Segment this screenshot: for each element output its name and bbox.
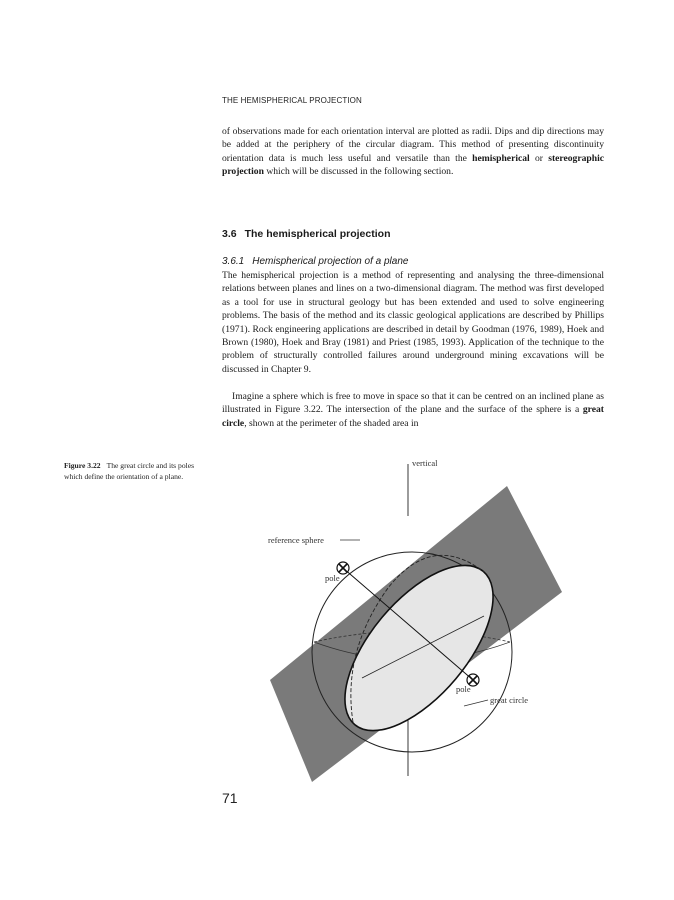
subsection-heading — [222, 256, 408, 267]
label-pole-lower: pole — [456, 684, 471, 694]
paragraph-text: or — [529, 152, 549, 164]
paragraph-sphere — [222, 390, 604, 430]
term-great-circle: great circle — [222, 404, 604, 429]
paragraph-hemispherical-intro: The hemispherical projection is a method of representing and analysing the three-dimensional relations between planes and lines on a two-dimensional diagram. The method was first developed as a tool for use in structural geology but has been extended and used to solve engineering problems. The basis of the method and its classic geological applications are described by Phillips (1971). Rock engineering applications are described in detail by Goodman (1976, 1989), Hoek and Brown (1980), Hoek and Bray (1981) and Priest (1985, 1993). Application of the technique to the problem of structurally controlled failures around underground mining excavations will be discussed in Chapter 9. — [222, 270, 604, 375]
label-reference-sphere: reference sphere — [268, 535, 324, 545]
subsection-title: Hemispherical projection of a plane — [252, 256, 409, 267]
term-hemispherical: hemispherical — [472, 152, 530, 164]
great-circle-leader — [464, 700, 488, 706]
section-heading — [222, 228, 390, 240]
figure-label: Figure 3.22 — [64, 461, 101, 470]
figure-caption — [64, 460, 212, 482]
term-stereographic-projection: stereographic projection — [222, 152, 604, 178]
label-vertical: vertical — [412, 458, 438, 468]
paragraph-text: , shown at the perimeter of the shaded area in — [244, 417, 419, 429]
label-great-circle: great circle — [490, 695, 528, 705]
figure-3-22 — [252, 452, 572, 782]
paragraph-text: which will be discussed in the following section. — [263, 166, 454, 178]
label-pole-upper: pole — [325, 573, 340, 583]
running-head: THE HEMISPHERICAL PROJECTION — [222, 96, 362, 105]
great-circle-diagram — [252, 452, 572, 782]
paragraph-continuation — [222, 125, 604, 179]
paragraph-text: Imagine a sphere which is free to move in space so that it can be centred on an inclined plane as illustrated in Figure 3.22. The intersection of the plane and the surface of the sphere is a — [222, 391, 604, 416]
section-title: The hemispherical projection — [244, 228, 391, 240]
paragraph-text: of observations made for each orientation interval are plotted as radii. Dips and dip directions may be added at the periphery of the circular diagram. This method of presenting discontinuity orientation data is much less useful and versatile than the — [222, 126, 604, 164]
page-number: 71 — [222, 790, 238, 806]
section-number: 3.6 — [222, 228, 237, 240]
figure-caption-text: The great circle and its poles which define the orientation of a plane. — [64, 461, 195, 481]
subsection-number: 3.6.1 — [222, 256, 245, 267]
